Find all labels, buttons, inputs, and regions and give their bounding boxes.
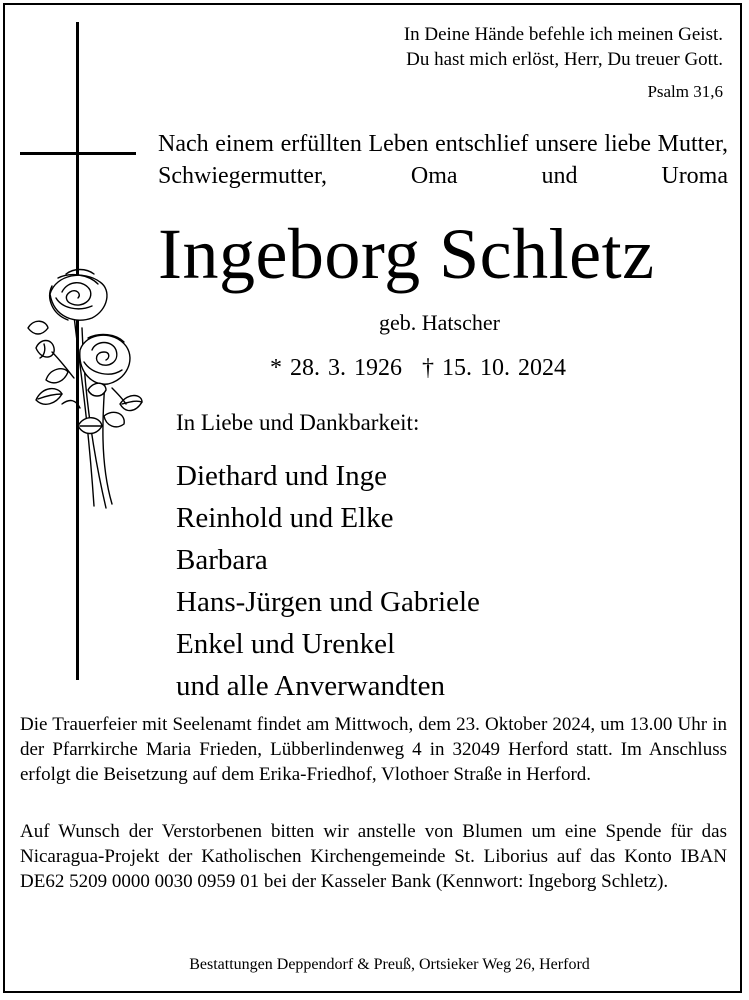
psalm-reference: Psalm 31,6 [647,82,723,101]
maiden-name: geb. Hatscher [379,310,500,335]
mourner-item: Enkel und Urenkel [176,628,396,660]
mourner-item: Hans-Jürgen und Gabriele [176,586,480,618]
birth-date: * 28. 3. 1926 [270,355,402,381]
donation-paragraph: Auf Wunsch der Verstorbenen bitten wir anstelle von Blumen um eine Spende für das Nicaragua-Projekt der Katholischen Kirchengemeinde St. Liborius auf das Konto IBAN DE62 5209 0000 0030 0959 01 bei der Kasseler Bank (Kennwort: Ingeborg Schletz). [20,821,727,892]
psalm-line: Du hast mich erlöst, Herr, Du treuer Gott. [406,49,723,70]
intro-text: Nach einem erfüllten Leben entschlief unsere liebe Mutter, Schwiegermutter, Oma und Uroma [158,131,728,189]
mourner-item: Reinhold und Elke [176,502,394,534]
deceased-name: Ingeborg Schletz [158,214,655,294]
roses-illustration [22,268,144,516]
funeral-info-paragraph: Die Trauerfeier mit Seelenamt findet am Mittwoch, dem 23. Oktober 2024, um 13.00 Uhr in der Pfarrkirche Maria Frieden, Lübberlindenweg 4 in 32049 Herford statt. Im Anschluss erfolgt die Beisetzung auf dem Erika-Friedhof, Vlothoer Straße in Herford. [20,714,727,785]
mourners-list [176,455,480,707]
dankbarkeit-line: In Liebe und Dankbarkeit: [176,410,420,435]
psalm-quote [404,22,723,72]
funeral-home-footer: Bestattungen Deppendorf & Preuß, Ortsieker Weg 26, Herford [189,956,590,973]
cross-icon-bar [20,152,136,155]
death-date: † 15. 10. 2024 [422,355,566,381]
life-dates [270,355,566,382]
psalm-line: In Deine Hände befehle ich meinen Geist. [403,24,723,45]
mourner-item: und alle Anverwandten [176,670,445,702]
mourner-item: Diethard und Inge [176,460,387,492]
mourner-item: Barbara [176,544,268,576]
